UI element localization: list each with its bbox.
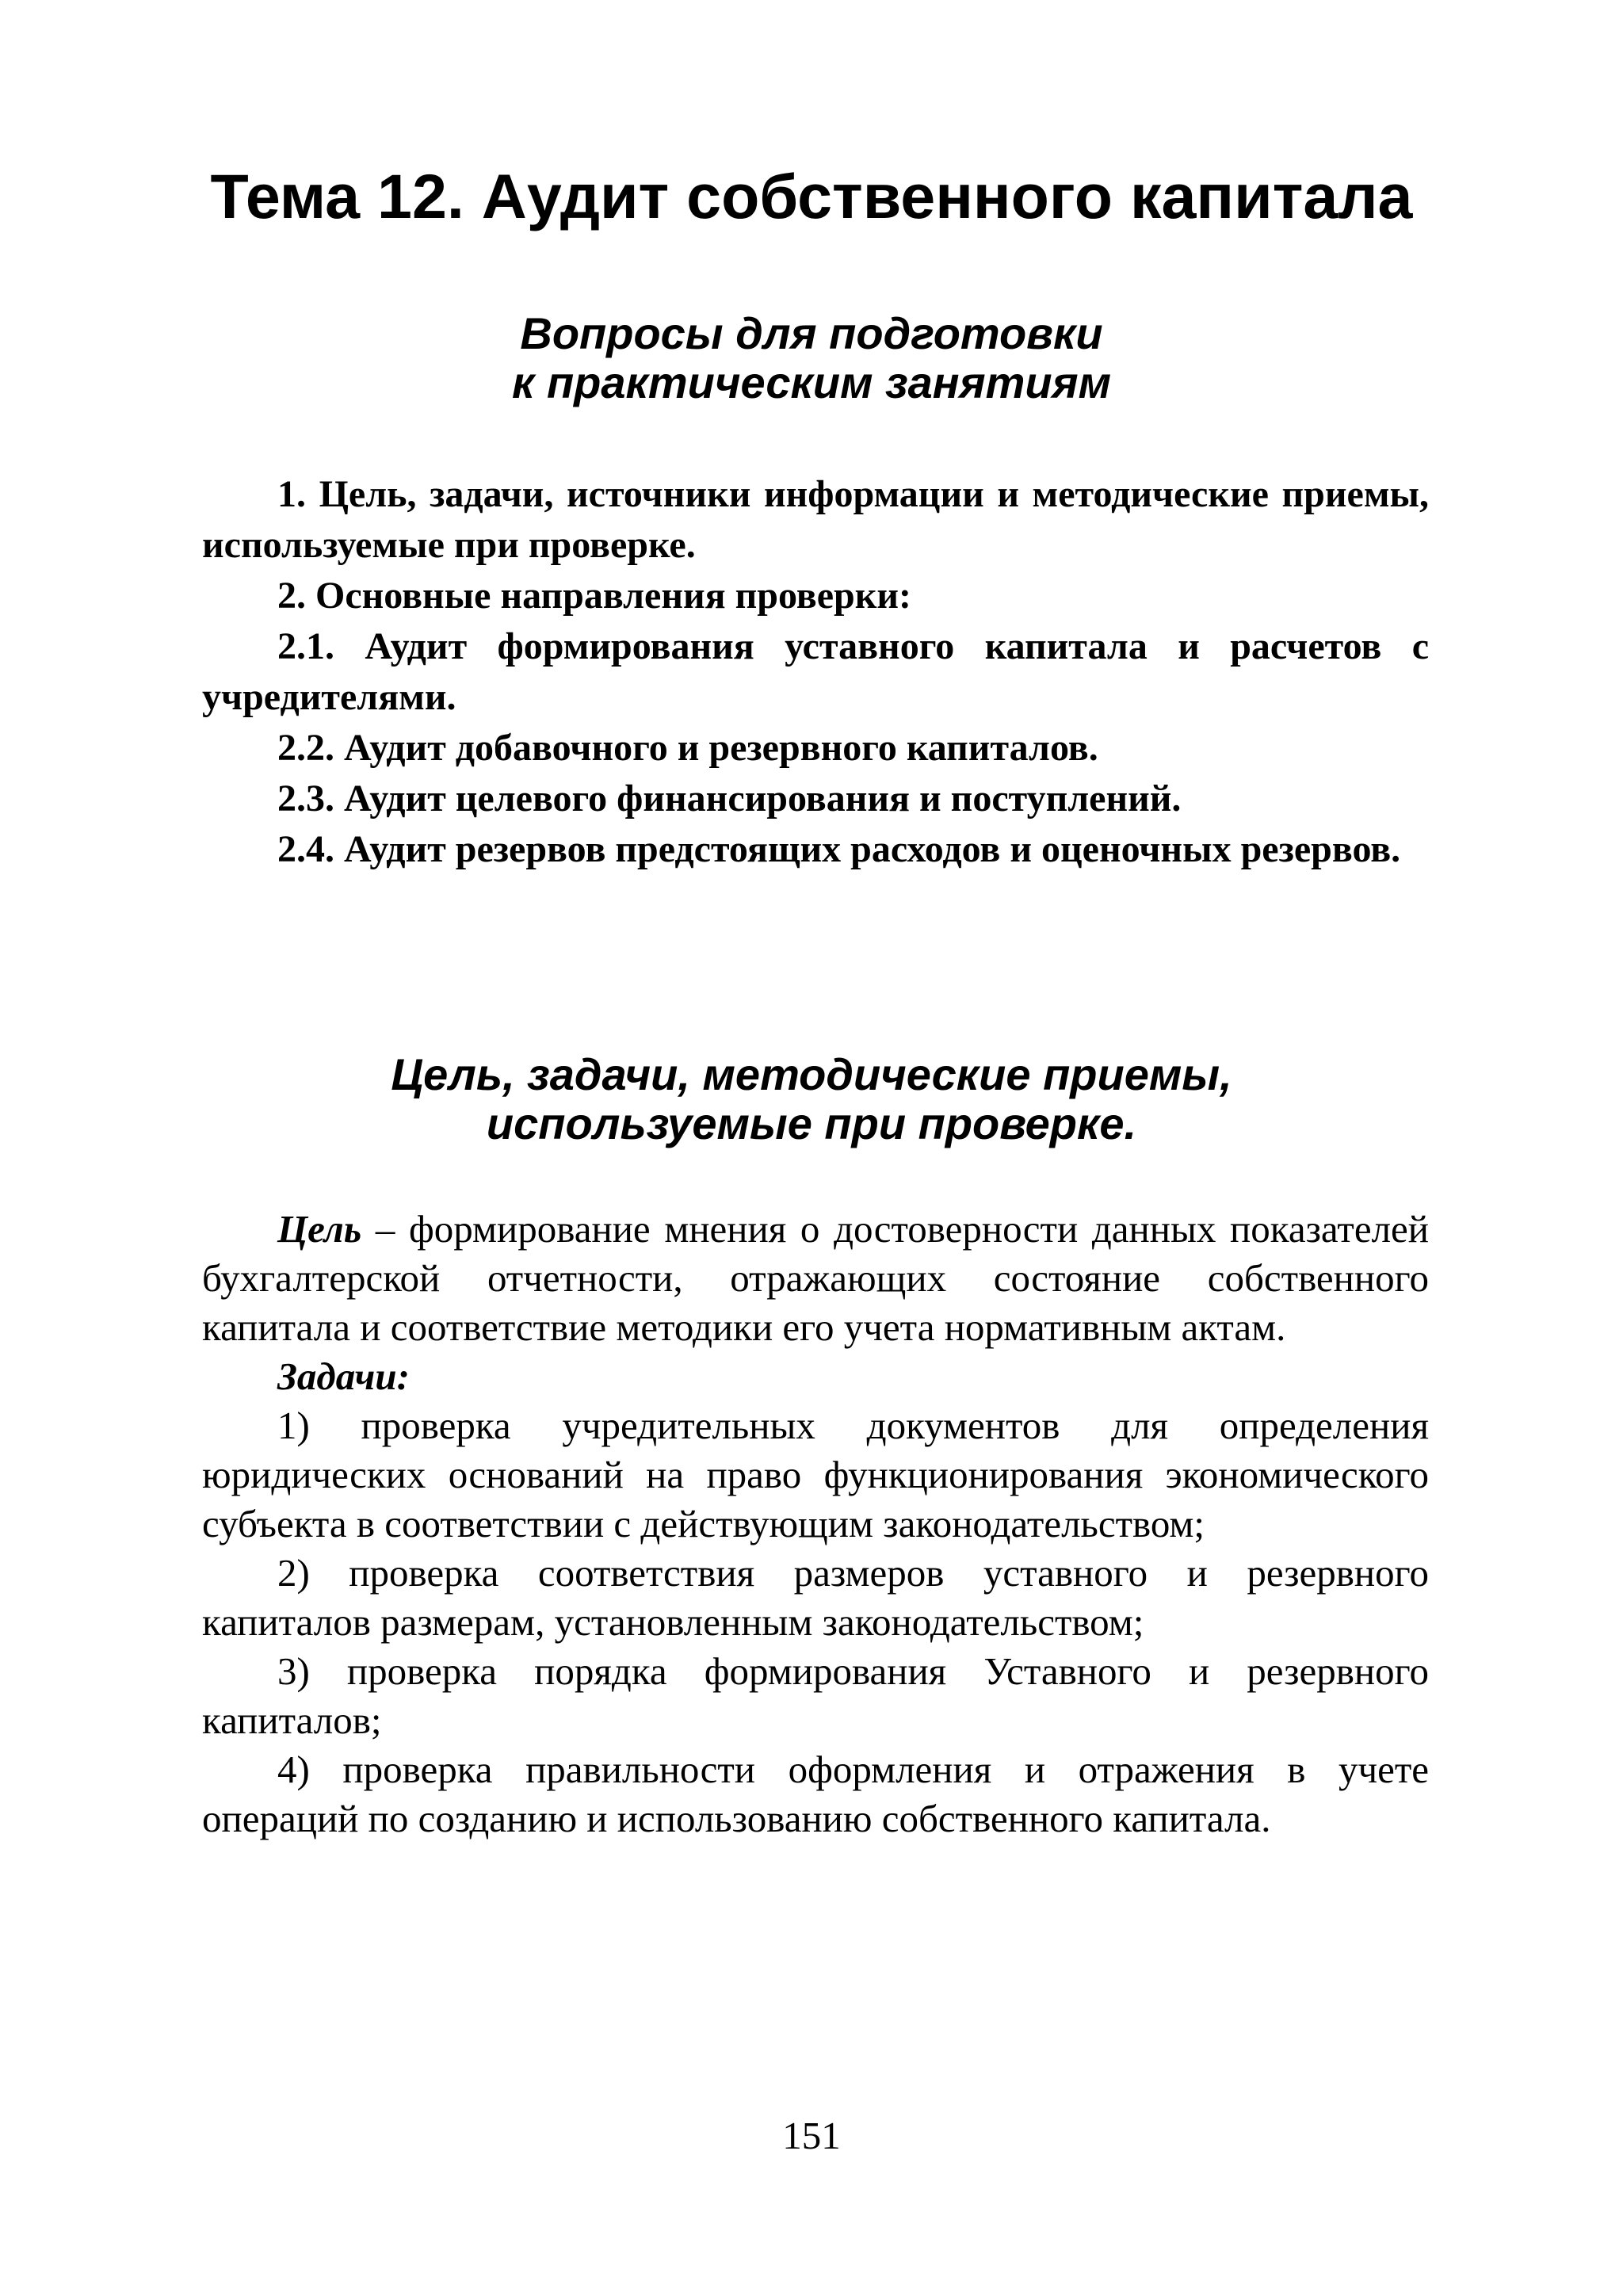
method-heading [0,1050,1623,1148]
task-item: 4) проверка правильности оформления и отражения в учете операций по созданию и использованию собственного капитала. [202,1748,1429,1840]
method-heading-line: Цель, задачи, методические приемы, [391,1049,1232,1099]
question-item: 1. Цель, задачи, источники информации и методические приемы, используемые при проверке. [202,473,1429,566]
method-heading-line: используемые при проверке. [486,1098,1137,1148]
tasks-label: Задачи: [277,1354,410,1398]
questions-heading-line: к практическим занятиям [512,357,1111,407]
question-item: 2.2. Аудит добавочного и резервного капиталов. [277,727,1098,769]
question-item: 2.1. Аудит формирования уставного капитала и расчетов с учредителями. [202,625,1429,718]
question-item: 2.4. Аудит резервов предстоящих расходов и оценочных резервов. [277,828,1401,870]
questions-list [202,469,1429,875]
topic-title: Тема 12. Аудит собственного капитала [210,161,1413,231]
questions-heading [0,309,1623,407]
method-body [202,1205,1429,1843]
task-item: 3) проверка порядка формирования Уставного и резервного капиталов; [202,1649,1429,1742]
task-item: 2) проверка соответствия размеров уставного и резервного капиталов размерам, установленным законодательством; [202,1551,1429,1644]
goal-paragraph [202,1205,1429,1352]
question-item: 2. Основные направления проверки: [277,575,912,617]
questions-heading-line: Вопросы для подготовки [520,308,1103,358]
page-number: 151 [782,2114,841,2157]
goal-text: – формирование мнения о достоверности данных показателей бухгалтерской отчетности, отражающих состояние собственного капитала и соответствие методики его учета нормативным актам. [202,1207,1429,1349]
question-item: 2.3. Аудит целевого финансирования и поступлений. [277,777,1182,819]
goal-term: Цель [277,1207,362,1251]
task-item: 1) проверка учредительных документов для определения юридических оснований на право функционирования экономического субъекта в соответствии с действующим законодательством; [202,1404,1429,1545]
tasks-label-paragraph [202,1352,1429,1401]
